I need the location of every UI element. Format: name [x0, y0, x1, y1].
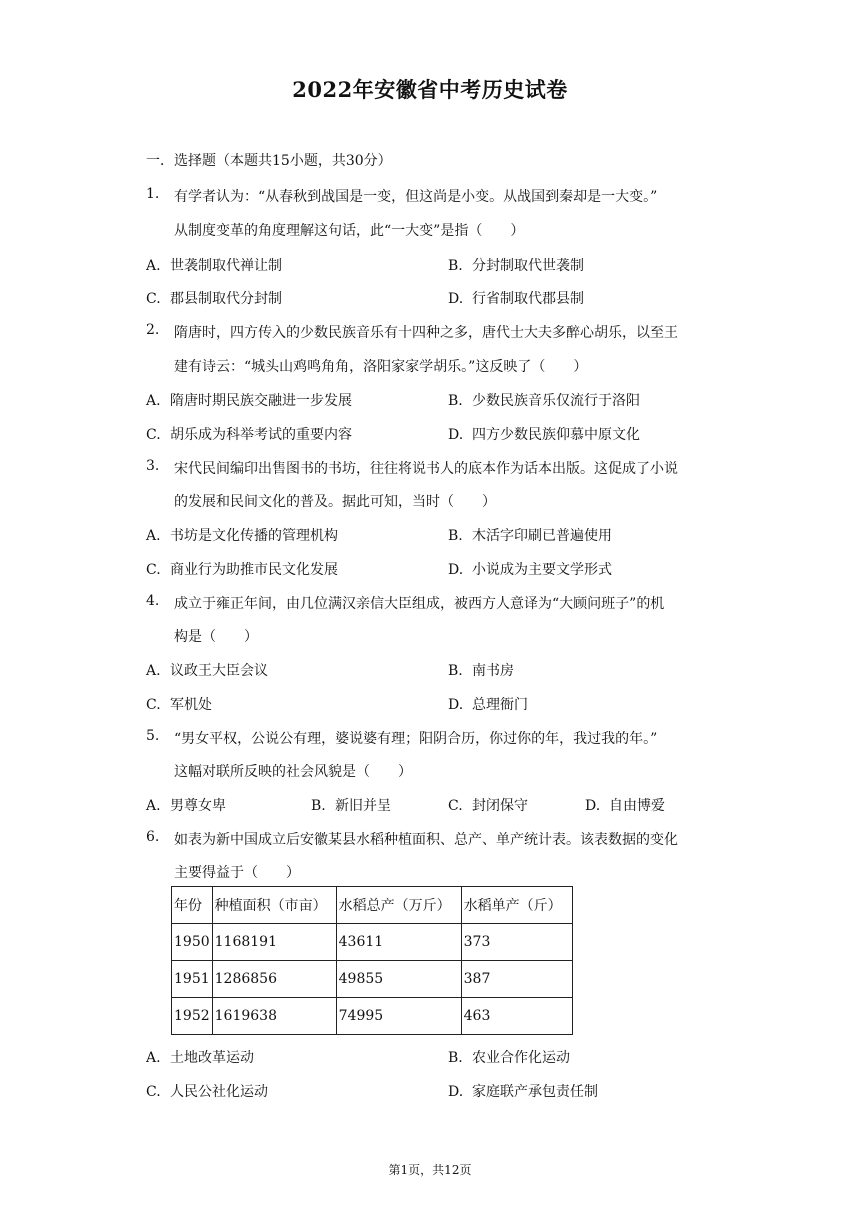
page-footer: 第1页，共12页 [388, 1163, 472, 1177]
option-d: D. 总理衙门 [448, 697, 528, 713]
option-c: C. 军机处 [146, 697, 212, 713]
question-number: 3. [146, 458, 160, 474]
table-cell: 463 [461, 998, 572, 1035]
option-c: C. 封闭保守 [448, 798, 528, 814]
option-b: B. 南书房 [448, 663, 514, 679]
section-heading: 一．选择题（本题共15小题，共30分） [146, 153, 392, 169]
table-cell: 373 [461, 924, 572, 961]
question-number: 6. [146, 829, 160, 845]
question-text: 隋唐时，四方传入的少数民族音乐有十四种之多，唐代士大夫多醉心胡乐，以至王 [174, 325, 678, 341]
option-d: D. 行省制取代郡县制 [448, 291, 584, 307]
option-a: A. 世袭制取代禅让制 [146, 258, 282, 274]
question-text: 的发展和民间文化的普及。据此可知，当时（ ） [174, 494, 496, 510]
question-text: 构是（ ） [174, 629, 258, 645]
option-a: A. 书坊是文化传播的管理机构 [146, 528, 338, 544]
question-number: 2. [146, 322, 160, 338]
option-d: D. 家庭联产承包责任制 [448, 1084, 598, 1100]
question-text: 宋代民间编印出售图书的书坊，往往将说书人的底本作为话本出版。这促成了小说 [174, 461, 678, 477]
question-text: “男女平权，公说公有理，婆说婆有理；阳阴合历，你过你的年，我过我的年。” [174, 731, 658, 747]
table-cell: 43611 [336, 924, 461, 961]
table-cell: 1619638 [212, 998, 336, 1035]
table-cell: 74995 [336, 998, 461, 1035]
option-a: A. 议政王大臣会议 [146, 663, 268, 679]
table-row [172, 961, 573, 998]
question-text: 如表为新中国成立后安徽某县水稻种植面积、总产、单产统计表。该表数据的变化 [174, 832, 678, 848]
table-cell: 1952 [172, 998, 213, 1035]
table-cell: 1168191 [212, 924, 336, 961]
question-text: 主要得益于（ ） [174, 865, 300, 881]
table-cell: 387 [461, 961, 572, 998]
table-header-cell: 种植面积（市亩） [212, 887, 336, 924]
question-text: 有学者认为：“从春秋到战国是一变，但这尚是小变。从战国到秦却是一大变。” [174, 189, 658, 205]
option-b: B. 少数民族音乐仅流行于洛阳 [448, 393, 640, 409]
option-d: D. 自由博爱 [585, 798, 665, 814]
question-text: 这幅对联所反映的社会风貌是（ ） [174, 764, 412, 780]
table-row [172, 924, 573, 961]
table-cell: 1286856 [212, 961, 336, 998]
question-number: 1. [146, 186, 160, 202]
option-c: C. 郡县制取代分封制 [146, 291, 282, 307]
table-cell: 1950 [172, 924, 213, 961]
option-a: A. 男尊女卑 [146, 798, 226, 814]
option-b: B. 木活字印刷已普遍使用 [448, 528, 612, 544]
table-header-cell: 年份 [172, 887, 213, 924]
table-cell: 1951 [172, 961, 213, 998]
question-number: 5. [146, 728, 160, 744]
question-text: 成立于雍正年间，由几位满汉亲信大臣组成，被西方人意译为“大顾问班子”的机 [174, 596, 665, 612]
option-c: C. 人民公社化运动 [146, 1084, 268, 1100]
page-title: 2022年安徽省中考历史试卷 [292, 77, 568, 102]
option-a: A. 隋唐时期民族交融进一步发展 [146, 393, 352, 409]
table-cell: 49855 [336, 961, 461, 998]
table-row [172, 998, 573, 1035]
question-number: 4. [146, 593, 160, 609]
option-d: D. 小说成为主要文学形式 [448, 562, 612, 578]
option-a: A. 土地改革运动 [146, 1050, 254, 1066]
table-header-cell: 水稻总产（万斤） [336, 887, 461, 924]
option-c: C. 商业行为助推市民文化发展 [146, 562, 338, 578]
statistics-table [171, 886, 573, 1035]
option-b: B. 新旧并呈 [311, 798, 391, 814]
question-text: 从制度变革的角度理解这句话，此“一大变”是指（ ） [174, 223, 525, 239]
option-c: C. 胡乐成为科举考试的重要内容 [146, 427, 352, 443]
table-header-cell: 水稻单产（斤） [461, 887, 572, 924]
table-header-row [172, 887, 573, 924]
question-text: 建有诗云：“城头山鸡鸣角角，洛阳家家学胡乐。”这反映了（ ） [174, 359, 588, 375]
option-b: B. 农业合作化运动 [448, 1050, 570, 1066]
option-b: B. 分封制取代世袭制 [448, 258, 584, 274]
option-d: D. 四方少数民族仰慕中原文化 [448, 427, 640, 443]
